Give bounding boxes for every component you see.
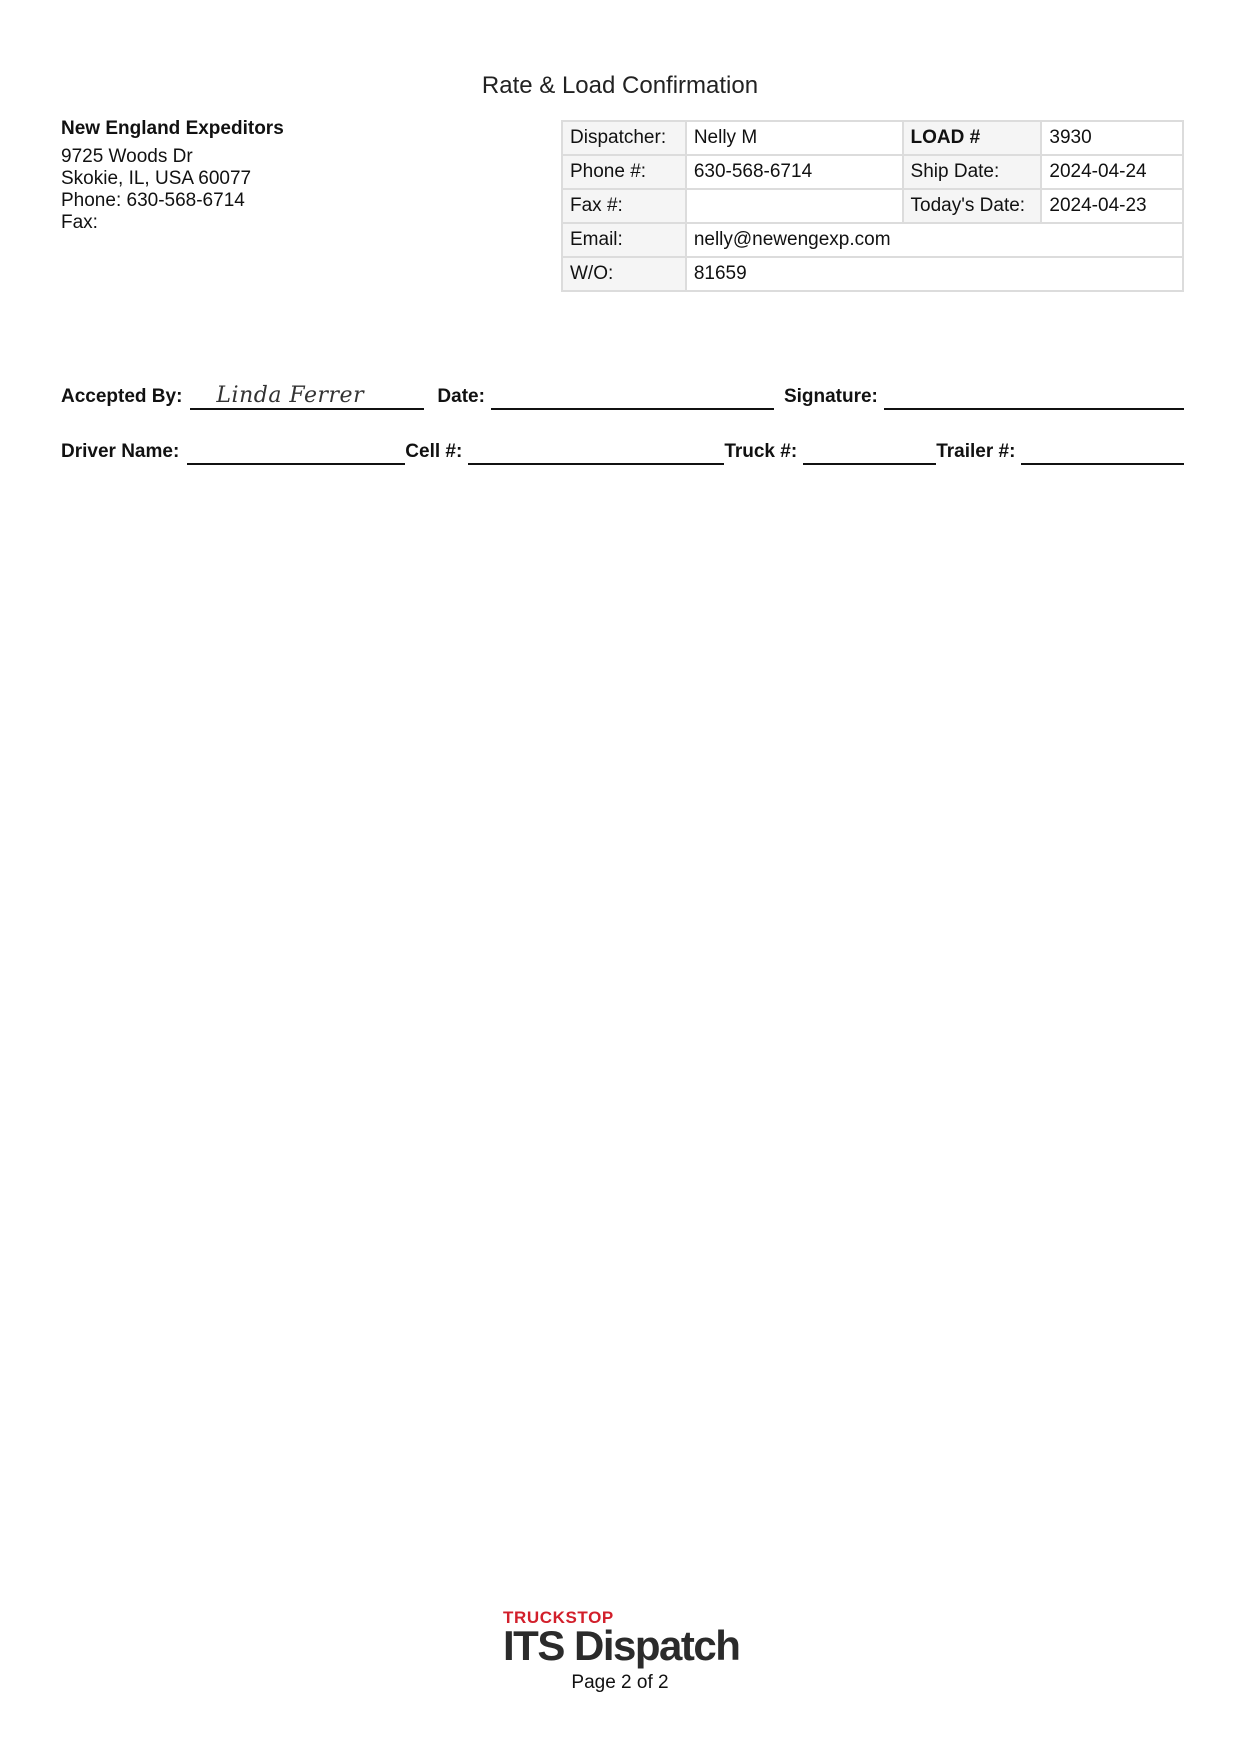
fax-value <box>686 189 903 223</box>
logo-its-dispatch-text: ITS Dispatch <box>503 1622 740 1669</box>
date-label: Date: <box>437 386 485 407</box>
company-fax: Fax: <box>61 212 98 233</box>
accepted-by-field[interactable] <box>190 378 424 410</box>
wo-value: 81659 <box>686 257 1183 291</box>
accepted-by-signature: Linda Ferrer <box>216 383 365 408</box>
cell-field[interactable] <box>468 433 724 465</box>
company-phone: Phone: 630-568-6714 <box>61 190 245 211</box>
driver-name-field[interactable] <box>187 433 405 465</box>
wo-label: W/O: <box>562 257 686 291</box>
table-row <box>562 257 1183 291</box>
table-row <box>562 155 1183 189</box>
trailer-label: Trailer #: <box>936 441 1016 462</box>
acceptance-row <box>61 378 1184 410</box>
truck-label: Truck #: <box>724 441 798 462</box>
company-address-line1: 9725 Woods Dr <box>61 146 193 167</box>
email-label: Email: <box>562 223 686 257</box>
signature-label: Signature: <box>783 386 878 407</box>
cell-label: Cell #: <box>405 441 463 462</box>
page-number: Page 2 of 2 <box>571 1672 669 1693</box>
todays-date-label: Today's Date: <box>903 189 1042 223</box>
company-name: New England Expeditors <box>61 118 284 139</box>
date-field[interactable] <box>491 378 774 410</box>
dispatcher-label: Dispatcher: <box>562 121 686 155</box>
table-row <box>562 223 1183 257</box>
dispatcher-value: Nelly M <box>686 121 903 155</box>
signature-field[interactable] <box>884 378 1184 410</box>
company-block <box>61 118 284 234</box>
accepted-by-label: Accepted By: <box>61 386 183 407</box>
email-value: nelly@newengexp.com <box>686 223 1183 257</box>
driver-name-label: Driver Name: <box>61 441 180 462</box>
trailer-field[interactable] <box>1021 433 1184 465</box>
phone-label: Phone #: <box>562 155 686 189</box>
driver-row <box>61 433 1184 465</box>
fax-label: Fax #: <box>562 189 686 223</box>
phone-value: 630-568-6714 <box>686 155 903 189</box>
table-row <box>562 121 1183 155</box>
table-row <box>562 189 1183 223</box>
its-dispatch-logo <box>503 1608 740 1669</box>
todays-date-value: 2024-04-23 <box>1041 189 1183 223</box>
truck-field[interactable] <box>803 433 936 465</box>
dispatch-info-table <box>561 120 1184 292</box>
document-title: Rate & Load Confirmation <box>481 72 759 99</box>
load-number-value: 3930 <box>1041 121 1183 155</box>
ship-date-label: Ship Date: <box>903 155 1042 189</box>
ship-date-value: 2024-04-24 <box>1041 155 1183 189</box>
load-number-label: LOAD # <box>903 121 1042 155</box>
logo-truckstop-text: TRUCKSTOP <box>503 1608 614 1627</box>
company-address-line2: Skokie, IL, USA 60077 <box>61 168 252 189</box>
